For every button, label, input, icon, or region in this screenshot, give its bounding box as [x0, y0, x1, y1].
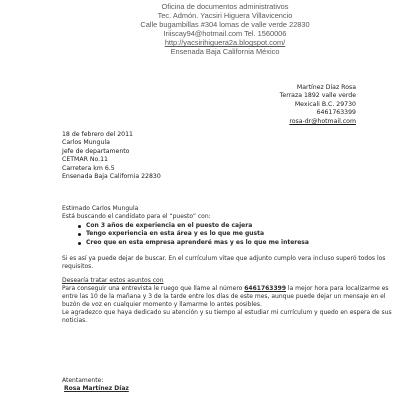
letterhead-owner: Tec. Admón. Yacsiri Higuera Villavicencio [157, 11, 293, 21]
recipient-title: Jefe de departamento [62, 147, 130, 155]
sender-block [280, 84, 356, 126]
closing-label: Atentamente: [62, 377, 104, 384]
recipient-name: Carlos Mungula [62, 139, 110, 147]
paragraph-requirements: Si es así ya puede dejar de buscar. En el currículum vitae que adjunto cumplo vera incluso superó todos los requisitos. [62, 254, 386, 270]
paragraph-heading: Desearía tratar estos asuntos con [62, 277, 164, 285]
recipient-company: CETMAR No.11 [62, 156, 108, 164]
qualifications-list [62, 222, 402, 248]
intro-text: Está buscando el candidato para el “puesto” con: [62, 212, 211, 220]
recipient-road: Carretera km 6.5 [62, 164, 115, 172]
letterhead-address: Calle bugambillas #304 lomas de valle verde 22830 [140, 20, 310, 30]
list-item: Creo que en esta empresa aprenderé mas y es lo que me interesa [86, 239, 402, 248]
letterhead-office: Oficina de documentos administrativos [161, 2, 289, 11]
sender-phone: 6461763399 [316, 109, 356, 117]
paragraph-interview [62, 285, 402, 309]
interview-text-end: la mejor hora para localizarme es entre las 10 de la mañana y 3 de la tarde entre los días de este mes, aunque puede dejar un mensaje en el buzón de voz en cualquier momento y llamarme lo antes posibles. [62, 285, 389, 309]
list-item: Tengo experiencia en esta área y es lo que me gusta [86, 230, 402, 239]
interview-phone: 6461763399 [244, 285, 286, 293]
sender-street: Terraza 1892 valle verde [279, 92, 356, 100]
greeting: Estimado Carlos Mungula [62, 205, 139, 212]
signature-block [62, 377, 129, 393]
signatory-name: Rosa Martínez Díaz [64, 385, 129, 392]
letterhead-blog-link[interactable]: http://yacsirihiguera2a.blogspot.com/ [164, 38, 286, 48]
letterhead-location: Ensenada Baja California México [170, 47, 280, 57]
letter-body [62, 205, 402, 325]
letter-date: 18 de febrero del 2011 [62, 131, 133, 138]
sender-email-link[interactable]: rosa-dr@hotmail.com [289, 117, 356, 125]
interview-text-start: Para conseguir una entrevista le ruego que llame al número [62, 285, 245, 293]
sender-name: Martínez Díaz Rosa [296, 84, 356, 91]
sender-city: Mexicali B.C. 29730 [294, 100, 356, 108]
paragraph-thanks: Le agradezco que haya dedicado su atención y su tiempo al estudiar mi currículum y quedo en espera de sus noticias. [62, 309, 392, 324]
recipient-block [62, 131, 161, 181]
letterhead-contact: Iriiscay94@hotmail.com Tel. 1560006 [163, 29, 287, 39]
recipient-city: Ensenada Baja California 22830 [62, 173, 161, 181]
list-item: Con 3 años de experiencia en el puesto de cajera [86, 222, 402, 231]
letterhead [60, 2, 390, 57]
